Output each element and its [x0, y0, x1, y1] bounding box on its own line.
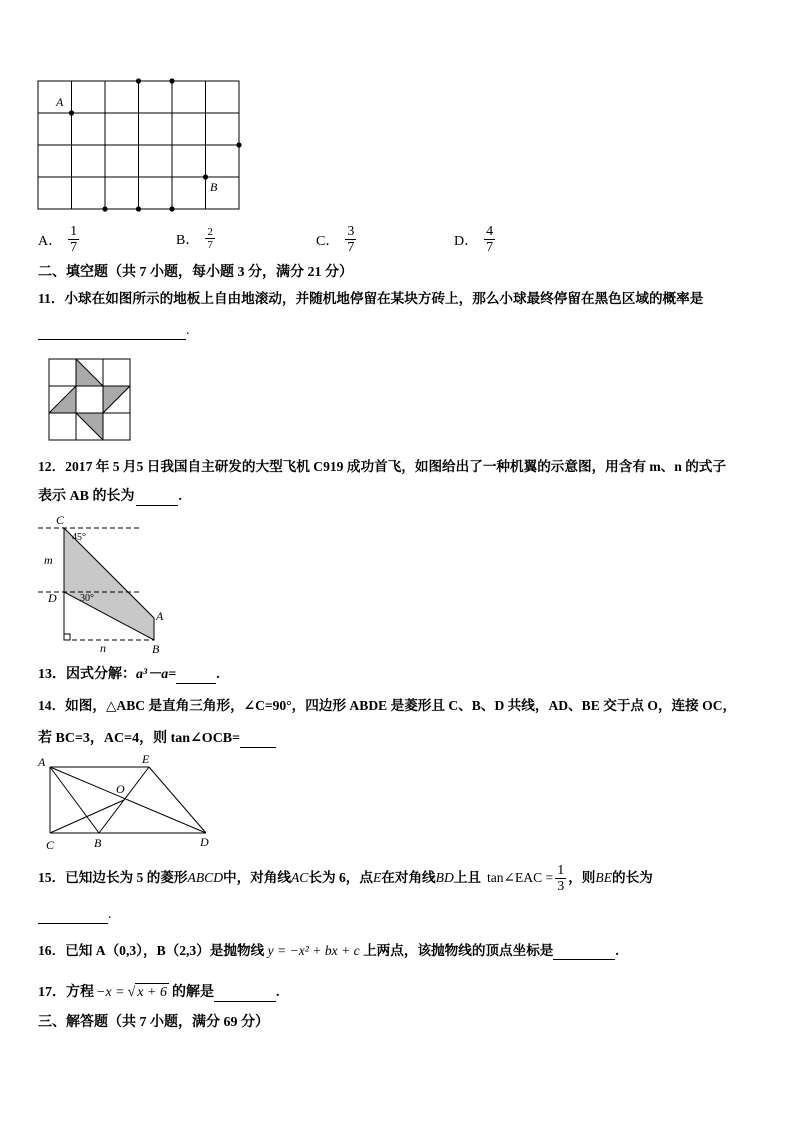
q14-answer-blank[interactable]	[240, 733, 276, 748]
q12-label-angle30: 30°	[80, 593, 94, 604]
q10-option-b[interactable]: B． $\frac{2}{7}$	[176, 226, 213, 251]
q14-rhombus-figure	[34, 754, 216, 854]
q14-label-d: D	[200, 835, 209, 849]
q10-grid-figure	[34, 76, 246, 218]
grid-label-a: A	[56, 95, 64, 109]
q14-label-b: B	[94, 836, 102, 850]
grid-label-b: B	[210, 180, 218, 194]
q12-answer-blank[interactable]	[136, 491, 178, 506]
q16-text: 16．已知 A（0,3），B（2,3）是抛物线 y = −x² + bx + c 上两点，该抛物线的顶点坐标是 .	[38, 943, 619, 958]
q17-text: 17．方程 −x = √ x + 6 的解是 .	[38, 985, 280, 1000]
q15-answer-blank[interactable]	[38, 909, 108, 924]
q12-line1: 12．2017 年 5 月5 日我国自主研发的大型飞机 C919 成功首飞，如图给出了一种机翼的示意图，用含有 m、n 的式子	[38, 459, 726, 474]
q11-answer-line: .	[38, 322, 190, 340]
q12-label-angle45: 45°	[72, 532, 86, 543]
q10-option-c[interactable]: C． $\frac{3}{7}$	[316, 224, 355, 255]
q15-answer-line: .	[38, 906, 112, 924]
q12-label-c: C	[56, 513, 65, 527]
q12-line2: 表示 AB 的长为 .	[38, 489, 182, 504]
q13-answer-blank[interactable]	[176, 669, 216, 684]
q14-label-a: A	[38, 755, 46, 769]
q11-tile-figure	[46, 356, 134, 444]
q14-line2: 若 BC=3，AC=4，则 tan∠OCB=	[38, 730, 276, 748]
q10-option-d[interactable]: D． $\frac{4}{7}$	[454, 224, 494, 255]
q17-answer-blank[interactable]	[214, 987, 276, 1002]
q12-label-d: D	[48, 591, 57, 605]
section3-heading: 三、解答题（共 7 小题，满分 69 分）	[38, 1015, 269, 1030]
q11-text: 11．小球在如图所示的地板上自由地滚动，并随机地停留在某块方砖上，那么小球最终停留在黑色区域的概率是	[38, 291, 704, 306]
q14-label-c: C	[46, 838, 55, 852]
q14-label-o: O	[116, 782, 125, 796]
q12-label-a: A	[156, 609, 164, 623]
sqrt-sign-icon: √	[127, 985, 136, 1000]
q11-answer-blank[interactable]	[38, 325, 186, 340]
q13-text: 13．因式分解：a³－a= .	[38, 667, 220, 682]
q12-label-m: m	[44, 553, 53, 567]
q16-answer-blank[interactable]	[553, 945, 615, 960]
q14-line1: 14．如图，△ABC 是直角三角形，∠C=90°，四边形 ABDE 是菱形且 C、B、D 共线，AD、BE 交于点 O，连接 OC，	[38, 698, 737, 713]
q10-option-a[interactable]: A． $\frac{1}{7}$	[38, 224, 78, 255]
section2-heading: 二、填空题（共 7 小题，每小题 3 分，满分 21 分）	[38, 265, 353, 280]
q15-text: 15．已知边长为 5 的菱形 ABCD 中，对角线 AC 长为 6，点 E 在对角线 BD 上且 tan∠EAC = $\frac{1}{3}$ ，则 BE 的长为	[38, 862, 653, 894]
q12-label-b: B	[152, 642, 160, 656]
q12-wing-figure	[38, 510, 178, 658]
q14-label-e: E	[142, 754, 150, 766]
q12-label-n: n	[100, 641, 106, 655]
